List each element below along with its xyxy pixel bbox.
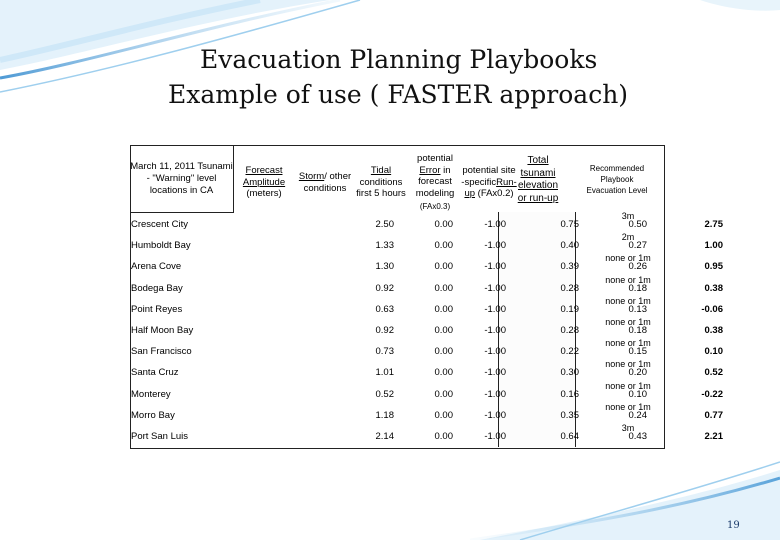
location-cell: Bodega Bay [131,282,183,294]
total-elevation-cell: 0.77 [704,409,723,421]
header-err-l1: potential [417,153,453,164]
header-forecast-l2: Amplitude [242,176,286,188]
header-storm-l1: Storm [298,171,325,182]
forecast-error-cell: 0.19 [560,303,579,315]
header-tidal-conditions [352,165,410,200]
header-forecast-error [407,153,463,213]
forecast-amplitude-cell: 1.30 [375,261,394,273]
header-locations: March 11, 2011 Tsunami - "Warning" level locations in CA [130,145,234,213]
table-row [130,232,723,257]
header-err-l2: Error [419,164,441,176]
site-runup-cell: 0.10 [628,388,647,400]
table-row [130,317,723,342]
header-tidal-l1: Tidal [370,165,392,176]
forecast-amplitude-cell: 1.01 [375,367,394,379]
table-row [130,338,723,363]
storm-conditions-cell: 0.00 [434,303,453,315]
header-site-l2: -specific [461,176,497,188]
total-elevation-cell: 0.38 [704,282,723,294]
header-total-l4: or run-up [517,192,559,204]
total-elevation-cell: 1.00 [704,240,723,252]
header-storm-l2: conditions [303,182,347,194]
location-cell: Arena Cove [131,261,182,273]
recommended-level-cell: none or 1m [605,295,651,306]
location-cell: Santa Cruz [131,367,179,379]
header-err-l5: (FAx0.3) [419,202,451,211]
table-row [130,211,723,236]
total-elevation-cell: -0.22 [701,388,723,400]
total-elevation-cell: 0.38 [704,325,723,336]
tidal-conditions-cell: -1.00 [484,431,506,442]
header-forecast-amplitude [240,165,288,200]
header-storm-conditions [296,171,354,194]
header-tidal-l2: conditions [359,176,403,188]
forecast-error-cell: 0.30 [560,367,579,379]
table-row [130,359,723,384]
location-cell: Monterey [131,388,171,400]
header-site-l1: potential site [462,165,516,176]
forecast-amplitude-cell: 0.92 [375,282,394,294]
recommended-level-cell: none or 1m [605,401,651,412]
recommended-level-cell: none or 1m [605,317,651,327]
header-forecast-l1: Forecast [245,165,283,176]
site-runup-cell: 0.18 [628,282,647,294]
total-elevation-cell: 2.21 [704,431,723,442]
table-row [130,274,723,300]
header-total-l1: Total [527,155,549,166]
header-storm-l1b: / other [324,171,352,182]
recommended-level-cell: 2m [621,232,635,243]
forecast-error-cell: 0.75 [560,219,579,230]
forecast-amplitude-cell: 2.50 [375,219,394,230]
recommended-level-cell: none or 1m [605,359,651,370]
location-cell: San Francisco [131,346,192,358]
total-elevation-cell: 0.10 [704,346,723,358]
forecast-amplitude-cell: 0.52 [375,388,394,400]
recommended-level-cell: none or 1m [605,274,651,285]
site-runup-cell: 0.50 [628,219,647,230]
header-recommended-level [574,163,660,196]
tidal-conditions-cell: -1.00 [484,261,506,273]
header-total-elevation [506,155,570,205]
header-rec-l2: Playbook [600,175,634,184]
forecast-error-cell: 0.16 [560,388,579,400]
storm-conditions-cell: 0.00 [434,219,453,230]
tidal-conditions-cell: -1.00 [484,325,506,336]
storm-conditions-cell: 0.00 [434,409,453,421]
location-cell: Morro Bay [131,409,175,421]
total-elevation-cell: -0.06 [701,303,723,315]
storm-conditions-cell: 0.00 [434,388,453,400]
recommended-level-cell: none or 1m [605,380,651,391]
header-rec-l1: Recommended [589,164,645,173]
location-cell: Half Moon Bay [131,325,194,336]
tidal-conditions-cell: -1.00 [484,303,506,315]
forecast-amplitude-cell: 0.63 [375,303,394,315]
storm-conditions-cell: 0.00 [434,346,453,358]
header-site-l3b: (FAx0.2) [477,188,514,199]
header-site-l2b: Run- [496,176,517,188]
site-runup-cell: 0.13 [628,303,647,315]
location-cell: Port San Luis [131,431,189,442]
header-rec-l3: Evacuation Level [586,186,648,195]
forecast-amplitude-cell: 1.33 [375,240,394,252]
tidal-conditions-cell: -1.00 [484,219,506,230]
forecast-amplitude-cell: 1.18 [375,409,394,421]
site-runup-cell: 0.18 [628,325,647,336]
header-err-l3: forecast [418,176,452,187]
storm-conditions-cell: 0.00 [434,367,453,379]
site-runup-cell: 0.26 [628,261,647,273]
header-total-l2: tsunami [520,167,556,179]
tidal-conditions-cell: -1.00 [484,409,506,421]
total-elevation-cell: 2.75 [704,219,723,230]
location-cell: Humboldt Bay [131,240,191,252]
tidal-conditions-cell: -1.00 [484,346,506,358]
page-number: 19 [727,520,740,531]
forecast-amplitude-cell: 2.14 [375,431,394,442]
table-row [130,253,723,278]
tidal-conditions-cell: -1.00 [484,388,506,400]
table-row [130,295,723,321]
storm-conditions-cell: 0.00 [434,431,453,442]
site-runup-cell: 0.15 [628,346,647,358]
recommended-level-cell: none or 1m [605,253,651,264]
storm-conditions-cell: 0.00 [434,325,453,336]
storm-conditions-cell: 0.00 [434,261,453,273]
tidal-conditions-cell: -1.00 [484,282,506,294]
forecast-error-cell: 0.28 [560,325,579,336]
forecast-amplitude-cell: 0.73 [375,346,394,358]
total-elevation-cell: 0.95 [704,261,723,273]
tidal-conditions-cell: -1.00 [484,367,506,379]
evacuation-table [130,145,723,449]
tidal-conditions-cell: -1.00 [484,240,506,252]
site-runup-cell: 0.43 [628,431,647,442]
title-line-2: Example of use ( FASTER approach) [168,80,629,109]
site-runup-cell: 0.27 [628,240,647,252]
table-row [130,380,723,406]
forecast-error-cell: 0.64 [560,431,579,442]
table-row [130,401,723,427]
site-runup-cell: 0.24 [628,409,647,421]
site-runup-cell: 0.20 [628,367,647,379]
forecast-error-cell: 0.39 [560,261,579,273]
total-elevation-cell: 0.52 [704,367,723,379]
header-total-l3: elevation [517,180,559,191]
forecast-amplitude-cell: 0.92 [375,325,394,336]
storm-conditions-cell: 0.00 [434,282,453,294]
recommended-level-cell: 3m [621,211,635,221]
location-cell: Point Reyes [131,303,183,315]
storm-conditions-cell: 0.00 [434,240,453,252]
forecast-error-cell: 0.28 [560,282,579,294]
recommended-level-cell: 3m [621,423,635,433]
forecast-error-cell: 0.40 [560,240,579,252]
table-row [130,423,723,448]
location-cell: Crescent City [131,219,189,230]
header-tidal-l3: first 5 hours [356,188,406,199]
header-err-l2b: in [443,164,451,176]
title-line-1: Evacuation Planning Playbooks [200,45,598,74]
header-forecast-l3: (meters) [246,188,282,199]
recommended-level-cell: none or 1m [605,338,651,349]
header-err-l4: modeling [415,187,455,199]
forecast-error-cell: 0.22 [560,346,579,358]
forecast-error-cell: 0.35 [560,409,579,421]
header-site-l3: up [464,188,476,199]
